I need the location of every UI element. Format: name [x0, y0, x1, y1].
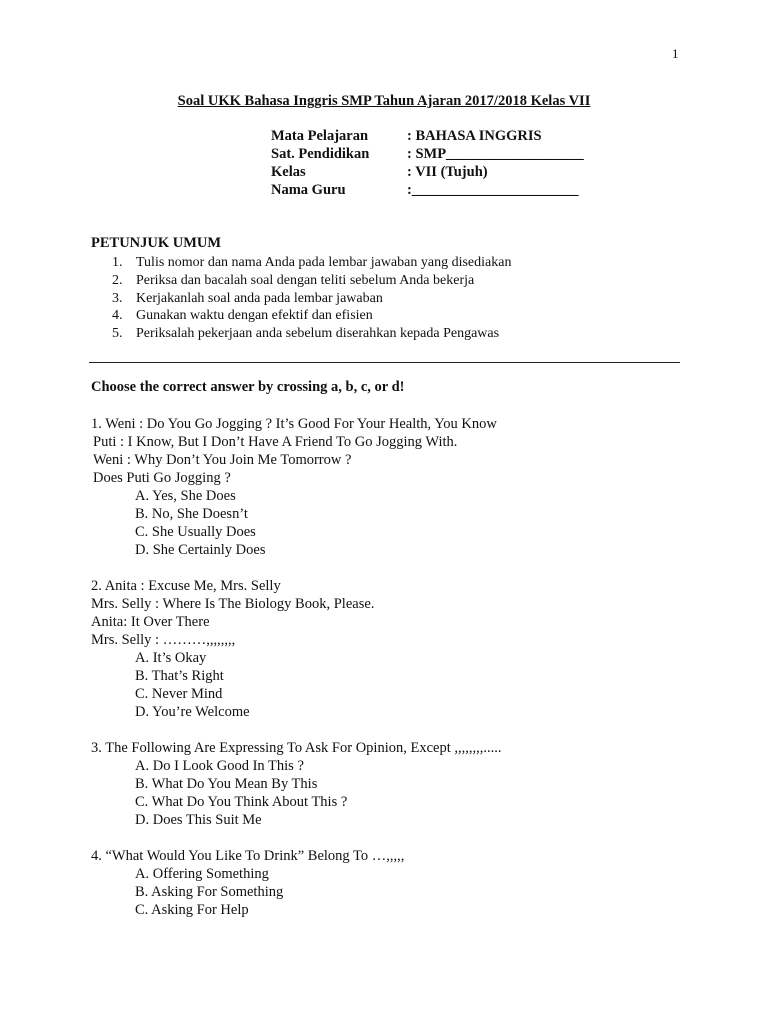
answer-option-b: B. What Do You Mean By This [135, 776, 318, 792]
document-title [0, 93, 768, 110]
info-value: :_______________________ [407, 182, 579, 198]
info-label: Nama Guru [271, 182, 346, 198]
question-line: Does Puti Go Jogging ? [93, 470, 231, 486]
info-value: : SMP___________________ [407, 146, 584, 162]
answer-option-d: D. Does This Suit Me [135, 812, 262, 828]
instruction-item [112, 272, 511, 290]
question-line: Mrs. Selly : ………,,,,,,,, [91, 632, 236, 648]
answer-option-a: A. Offering Something [135, 866, 269, 882]
question-line: Weni : Why Don’t You Join Me Tomorrow ? [93, 452, 352, 468]
question-2 [91, 577, 691, 721]
question-line: 4. “What Would You Like To Drink” Belong To …,,,,, [91, 848, 405, 864]
horizontal-divider [89, 362, 680, 363]
answer-option-a: A. Do I Look Good In This ? [135, 758, 304, 774]
item-text: Kerjakanlah soal anda pada lembar jawaban [136, 290, 383, 306]
item-number: 3. [112, 290, 123, 306]
info-label: Kelas [271, 164, 306, 180]
answer-option-b: B. No, She Doesn’t [135, 506, 248, 522]
answer-option-a: A. Yes, She Does [135, 488, 236, 504]
item-text: Periksalah pekerjaan anda sebelum diserahkan kepada Pengawas [136, 326, 500, 342]
answer-option-a: A. It’s Okay [135, 650, 207, 666]
info-value: : BAHASA INGGRIS [407, 128, 542, 144]
answer-option-d: D. She Certainly Does [135, 542, 266, 558]
question-4 [91, 847, 691, 919]
instruction-item [112, 254, 511, 272]
info-label: Sat. Pendidikan [271, 146, 370, 162]
answer-option-c: C. Asking For Help [135, 902, 249, 918]
question-1 [91, 415, 691, 559]
header-info-block [271, 127, 584, 199]
questions-section [91, 415, 691, 937]
answer-option-c: C. What Do You Think About This ? [135, 794, 348, 810]
instruction-item [112, 290, 511, 308]
page-number: 1 [672, 46, 679, 61]
info-row-class [271, 163, 584, 181]
question-line: 2. Anita : Excuse Me, Mrs. Selly [91, 578, 281, 594]
item-number: 1. [112, 255, 123, 270]
answer-instruction: Choose the correct answer by crossing a, b, c, or d! [91, 379, 405, 395]
instruction-item [112, 325, 511, 343]
question-line: Puti : I Know, But I Don’t Have A Friend To Go Jogging With. [93, 434, 458, 450]
general-instructions-heading: PETUNJUK UMUM [91, 235, 222, 251]
answer-option-c: C. She Usually Does [135, 524, 256, 540]
answer-option-d: D. You’re Welcome [135, 704, 250, 720]
question-line: 3. The Following Are Expressing To Ask For Opinion, Except ,,,,,,,,..... [91, 740, 502, 756]
question-line: 1. Weni : Do You Go Jogging ? It’s Good For Your Health, You Know [91, 416, 497, 432]
answer-option-c: C. Never Mind [135, 686, 223, 702]
info-row-subject [271, 127, 584, 145]
info-row-teacher [271, 181, 584, 199]
question-3 [91, 739, 691, 829]
instruction-item [112, 307, 511, 325]
info-label: Mata Pelajaran [271, 128, 369, 144]
item-text: Periksa dan bacalah soal dengan teliti sebelum Anda bekerja [136, 272, 475, 288]
question-line: Anita: It Over There [91, 614, 210, 630]
item-number: 4. [112, 308, 123, 324]
general-instructions-list [112, 254, 511, 343]
answer-option-b: B. Asking For Something [135, 884, 284, 900]
question-line: Mrs. Selly : Where Is The Biology Book, Please. [91, 596, 375, 612]
item-text: Gunakan waktu dengan efektif dan efisien [136, 308, 373, 324]
item-number: 5. [112, 326, 123, 342]
answer-option-b: B. That’s Right [135, 668, 224, 684]
document-title-text: Soal UKK Bahasa Inggris SMP Tahun Ajaran 2017/2018 Kelas VII [177, 93, 591, 109]
item-text: Tulis nomor dan nama Anda pada lembar jawaban yang disediakan [136, 255, 512, 270]
info-row-school [271, 145, 584, 163]
info-value: : VII (Tujuh) [407, 164, 488, 180]
item-number: 2. [112, 272, 123, 288]
